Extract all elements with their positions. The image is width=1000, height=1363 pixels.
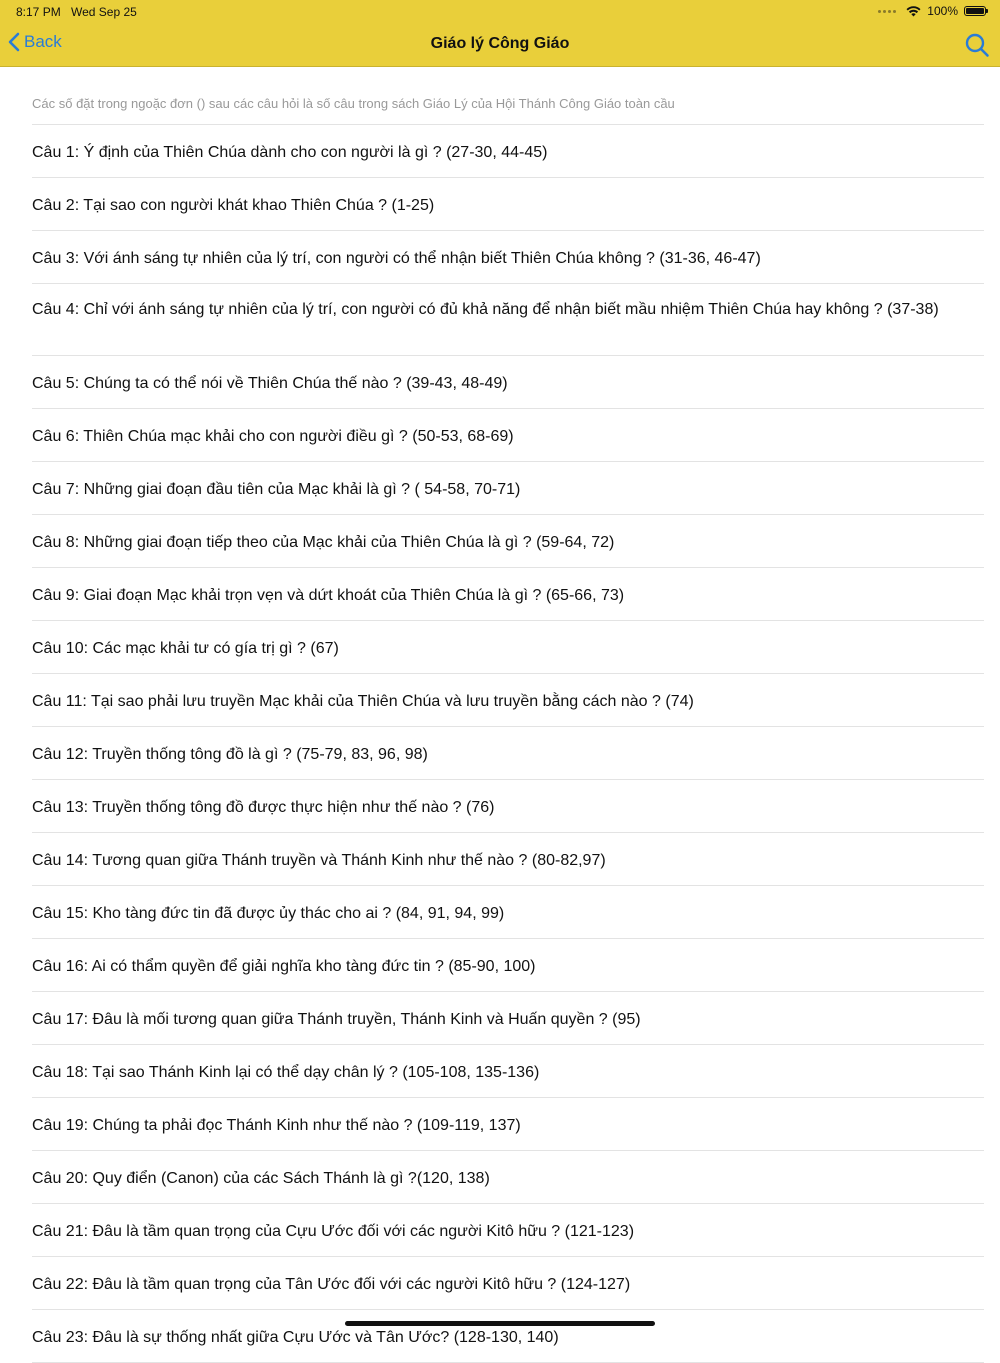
list-item[interactable]: Câu 16: Ai có thẩm quyền để giải nghĩa kho tàng đức tin ? (85-90, 100) xyxy=(32,939,984,992)
question-list xyxy=(0,125,1000,1363)
question-list-container[interactable] xyxy=(0,67,1000,1346)
list-item[interactable]: Câu 14: Tương quan giữa Thánh truyền và Thánh Kinh như thế nào ? (80-82,97) xyxy=(32,833,984,886)
status-time: 8:17 PM xyxy=(16,5,61,19)
list-item[interactable]: Câu 6: Thiên Chúa mạc khải cho con người điều gì ? (50-53, 68-69) xyxy=(32,409,984,462)
list-item[interactable]: Câu 21: Đâu là tầm quan trọng của Cựu Ước đối với các người Kitô hữu ? (121-123) xyxy=(32,1204,984,1257)
list-item[interactable]: Câu 4: Chỉ với ánh sáng tự nhiên của lý trí, con người có đủ khả năng để nhận biết mầu nhiệm Thiên Chúa hay không ? (37-38) xyxy=(32,284,984,356)
wifi-icon xyxy=(906,6,921,17)
list-item[interactable]: Câu 1: Ý định của Thiên Chúa dành cho con người là gì ? (27-30, 44-45) xyxy=(32,125,984,178)
page-title: Giáo lý Công Giáo xyxy=(430,35,570,52)
list-item[interactable]: Câu 18: Tại sao Thánh Kinh lại có thể dạy chân lý ? (105-108, 135-136) xyxy=(32,1045,984,1098)
list-item[interactable]: Câu 12: Truyền thống tông đồ là gì ? (75-79, 83, 96, 98) xyxy=(32,727,984,780)
battery-percent: 100% xyxy=(927,4,958,18)
status-bar xyxy=(0,0,1000,24)
status-right xyxy=(878,4,986,18)
list-item[interactable]: Câu 11: Tại sao phải lưu truyền Mạc khải của Thiên Chúa và lưu truyền bằng cách nào ? (74) xyxy=(32,674,984,727)
home-indicator[interactable] xyxy=(345,1321,655,1326)
navigation-bar xyxy=(0,24,1000,66)
list-item[interactable]: Câu 8: Những giai đoạn tiếp theo của Mạc khải của Thiên Chúa là gì ? (59-64, 72) xyxy=(32,515,984,568)
intro-note: Các số đặt trong ngoặc đơn () sau các câu hỏi là số câu trong sách Giáo Lý của Hội Thánh Công Giáo toàn cầu xyxy=(32,96,675,111)
list-item[interactable]: Câu 20: Quy điển (Canon) của các Sách Thánh là gì ?(120, 138) xyxy=(32,1151,984,1204)
list-item[interactable]: Câu 22: Đâu là tầm quan trọng của Tân Ước đối với các người Kitô hữu ? (124-127) xyxy=(32,1257,984,1310)
battery-icon xyxy=(964,6,986,16)
cellular-signal-icon xyxy=(878,10,896,13)
list-item[interactable]: Câu 15: Kho tàng đức tin đã được ủy thác cho ai ? (84, 91, 94, 99) xyxy=(32,886,984,939)
status-date: Wed Sep 25 xyxy=(71,5,137,19)
list-item[interactable]: Câu 23: Đâu là sự thống nhất giữa Cựu Ước và Tân Ước? (128-130, 140) xyxy=(32,1310,984,1363)
list-item[interactable]: Câu 9: Giai đoạn Mạc khải trọn vẹn và dứt khoát của Thiên Chúa là gì ? (65-66, 73) xyxy=(32,568,984,621)
list-item[interactable]: Câu 3: Với ánh sáng tự nhiên của lý trí, con người có thể nhận biết Thiên Chúa không ? (31-36, 46-47) xyxy=(32,231,984,284)
list-item[interactable]: Câu 7: Những giai đoạn đầu tiên của Mạc khải là gì ? ( 54-58, 70-71) xyxy=(32,462,984,515)
list-item[interactable]: Câu 17: Đâu là mối tương quan giữa Thánh truyền, Thánh Kinh và Huấn quyền ? (95) xyxy=(32,992,984,1045)
back-label: Back xyxy=(24,32,62,51)
list-item[interactable]: Câu 13: Truyền thống tông đồ được thực hiện như thế nào ? (76) xyxy=(32,780,984,833)
list-item[interactable]: Câu 10: Các mạc khải tư có gía trị gì ? (67) xyxy=(32,621,984,674)
list-item[interactable]: Câu 5: Chúng ta có thể nói về Thiên Chúa thế nào ? (39-43, 48-49) xyxy=(32,356,984,409)
search-icon[interactable] xyxy=(964,32,990,58)
top-bar xyxy=(0,0,1000,67)
list-item[interactable]: Câu 2: Tại sao con người khát khao Thiên Chúa ? (1-25) xyxy=(32,178,984,231)
list-item[interactable]: Câu 19: Chúng ta phải đọc Thánh Kinh như thế nào ? (109-119, 137) xyxy=(32,1098,984,1151)
